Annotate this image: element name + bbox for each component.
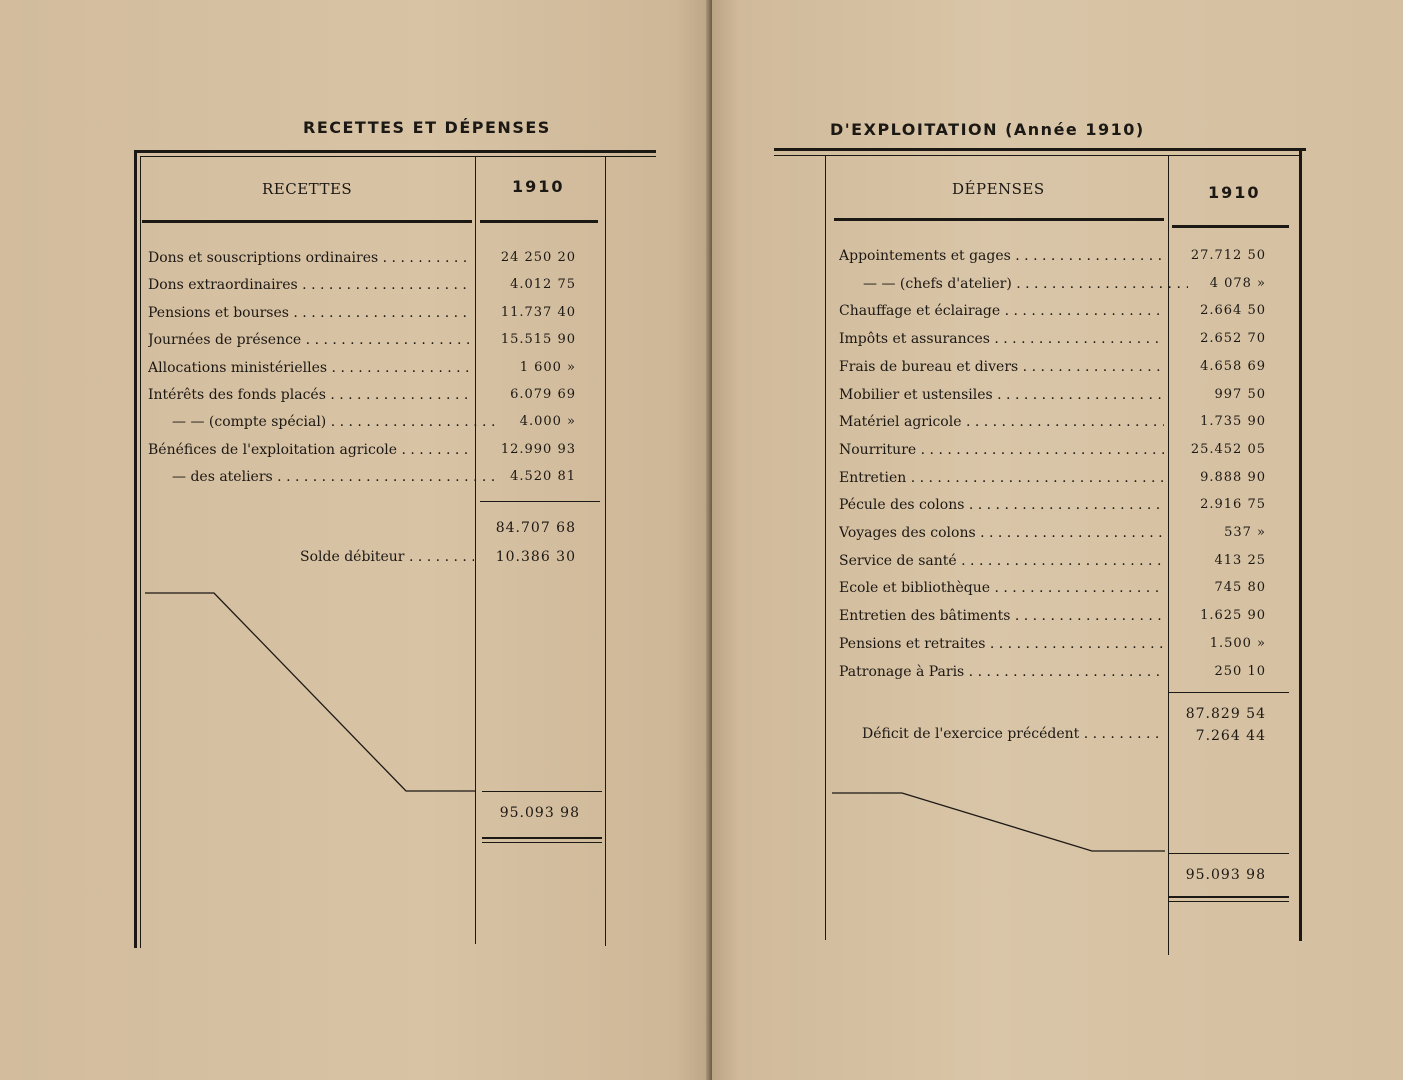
row-value: 4 078 »: [1209, 275, 1266, 291]
row-label: Pensions et retraites . . .: [839, 636, 1164, 652]
row-value: 1.500 »: [1209, 635, 1266, 651]
table-row: [839, 387, 1279, 409]
row-value: 4.520 81: [510, 469, 576, 485]
column-title: RECETTES: [262, 180, 353, 198]
table-top-rule-thin: [140, 156, 656, 157]
row-value: 250 10: [1214, 663, 1266, 679]
cancel-line: [827, 785, 1172, 860]
row-label: Allocations ministérielles . . .: [148, 360, 472, 376]
grand-total-value: 95.093 98: [1185, 867, 1266, 883]
row-value: 4.012 75: [510, 277, 576, 293]
row-value: 24 250 20: [500, 250, 576, 265]
table-right-border: [1299, 151, 1302, 941]
table-row: [839, 276, 1279, 298]
row-label: Journées de présence . . .: [148, 332, 472, 348]
row-value: 997 50: [1214, 386, 1266, 402]
table-top-rule: [134, 150, 656, 153]
table-row: [839, 331, 1279, 353]
table-row: [148, 332, 588, 354]
row-value: 537 »: [1224, 525, 1266, 540]
balance-label: Solde débiteur . . .: [300, 549, 474, 565]
year-heading: 1910: [512, 177, 565, 196]
table-row: [148, 250, 588, 272]
table-row: [148, 414, 588, 436]
table-row: [148, 277, 588, 299]
row-value: 745 80: [1214, 580, 1266, 596]
table-row: [839, 497, 1279, 519]
table-row: [839, 636, 1279, 658]
row-label: Ecole et bibliothèque . . .: [839, 580, 1164, 596]
row-label: Entretien des bâtiments . . .: [839, 608, 1164, 624]
row-label: Intérêts des fonds placés . . .: [148, 387, 472, 403]
subtotal-rule: [480, 501, 600, 502]
table-row: [839, 525, 1279, 547]
row-label: Chauffage et éclairage . . .: [839, 303, 1164, 319]
row-label: Impôts et assurances . . .: [839, 331, 1164, 347]
balance-value: 10.386 30: [495, 549, 576, 565]
grand-total-rule-b: [482, 842, 602, 843]
balance-row: [300, 549, 478, 571]
table-row: [839, 442, 1279, 464]
row-value: 25.452 05: [1190, 441, 1266, 457]
deficit-label: Déficit de l'exercice précédent . . .: [862, 726, 1164, 742]
deficit-value: 7.264 44: [1195, 728, 1266, 744]
grand-total-rule-a: [482, 837, 602, 839]
row-value: 27.712 50: [1190, 248, 1266, 263]
table-left-border-thin: [140, 156, 141, 948]
grand-total-rule-a: [1169, 896, 1289, 898]
table-right-border: [605, 156, 606, 946]
row-value: 2.652 70: [1200, 331, 1266, 347]
table-row: [839, 303, 1279, 325]
grand-total-rule-top: [482, 791, 602, 792]
grand-total-rule-b: [1169, 901, 1289, 902]
row-label: Frais de bureau et divers . . .: [839, 359, 1164, 375]
table-row: [148, 360, 588, 382]
table-row: [839, 664, 1279, 686]
year-header-rule: [480, 220, 598, 223]
column-title: DÉPENSES: [952, 180, 1045, 198]
row-label: Bénéfices de l'exploitation agricole . . .: [148, 442, 472, 458]
row-value: 2.916 75: [1200, 497, 1266, 513]
row-label: Matériel agricole . . .: [839, 414, 1164, 430]
row-value: 413 25: [1214, 552, 1266, 568]
row-label: Pensions et bourses . . .: [148, 305, 472, 321]
table-row: [839, 470, 1279, 492]
row-label: Entretien . . .: [839, 470, 1164, 486]
row-value: 1.625 90: [1200, 608, 1266, 624]
row-label: Pécule des colons . . .: [839, 497, 1164, 513]
row-label: Voyages des colons . . .: [839, 525, 1164, 541]
subtotal-value: 87.829 54: [1185, 706, 1266, 722]
row-value: 1 600 »: [519, 359, 576, 375]
row-label: Appointements et gages . . .: [839, 248, 1164, 264]
row-label: — — (compte spécial) . . .: [148, 414, 496, 430]
year-header-rule: [1172, 225, 1289, 228]
table-row: [148, 442, 588, 464]
row-value: 2.664 50: [1200, 303, 1266, 319]
header-rule: [834, 218, 1164, 221]
table-row: [148, 305, 588, 327]
table-row: [839, 414, 1279, 436]
row-label: Dons et souscriptions ordinaires . . .: [148, 250, 472, 266]
header-rule: [142, 220, 472, 223]
row-value: 11.737 40: [500, 304, 576, 320]
table-top-rule: [774, 148, 1306, 151]
left-page-header: RECETTES ET DÉPENSES: [303, 118, 551, 137]
subtotal-value: 84.707 68: [495, 520, 576, 536]
row-value: 12.990 93: [500, 441, 576, 457]
table-row: [148, 469, 588, 491]
right-page: [712, 0, 1403, 1080]
year-heading: 1910: [1208, 183, 1261, 202]
table-top-rule-thin: [774, 155, 1300, 156]
table-left-border: [134, 150, 137, 948]
row-value: 4.658 69: [1200, 358, 1266, 374]
row-label: Dons extraordinaires . . .: [148, 277, 472, 293]
right-page-header: D'EXPLOITATION (Année 1910): [830, 120, 1145, 139]
row-value: 9.888 90: [1200, 469, 1266, 485]
row-value: 4.000 »: [519, 414, 576, 430]
table-row: [839, 580, 1279, 602]
table-row: [839, 359, 1279, 381]
row-label: Service de santé . . .: [839, 553, 1164, 569]
row-label: — des ateliers . . .: [148, 469, 496, 485]
row-label: Mobilier et ustensiles . . .: [839, 387, 1164, 403]
subtotal-rule: [1169, 692, 1289, 693]
cancel-line: [140, 585, 480, 800]
table-row: [839, 248, 1279, 270]
row-label: — — (chefs d'atelier) . . .: [839, 276, 1188, 292]
row-value: 6.079 69: [510, 387, 576, 402]
row-value: 15.515 90: [500, 332, 576, 348]
grand-total-value: 95.093 98: [499, 805, 580, 821]
grand-total-rule-top: [1169, 853, 1289, 854]
row-label: Patronage à Paris . . .: [839, 664, 1164, 680]
table-left-border: [825, 155, 826, 940]
table-row: [839, 608, 1279, 630]
table-row: [839, 553, 1279, 575]
table-row: [148, 387, 588, 409]
row-label: Nourriture . . .: [839, 442, 1164, 458]
row-value: 1.735 90: [1200, 414, 1266, 430]
deficit-row: [862, 726, 1167, 748]
